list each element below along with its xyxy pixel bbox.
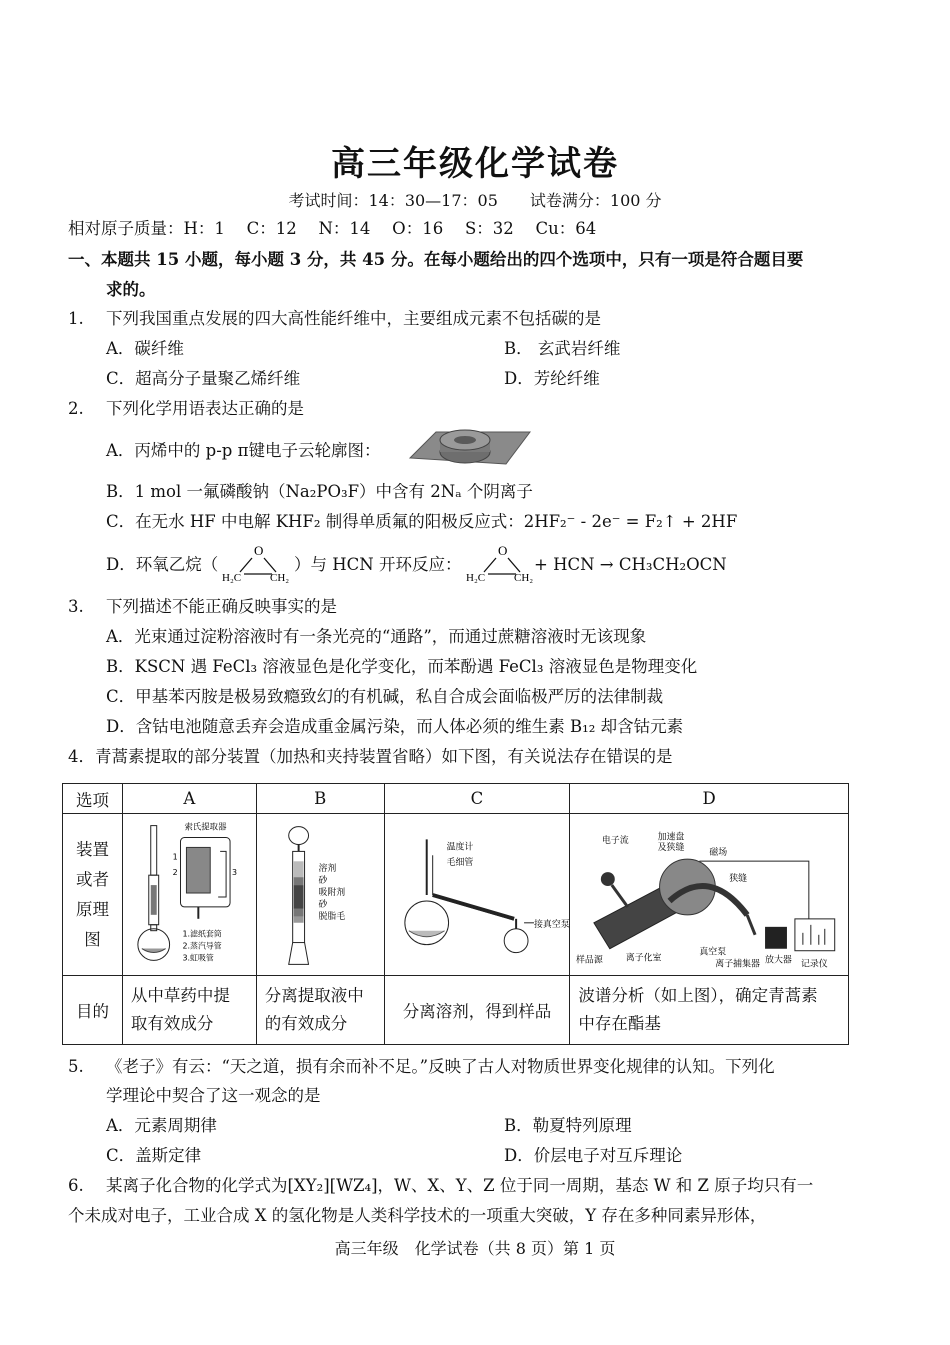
epoxide-o-label: O	[498, 543, 508, 558]
epoxide-structure-1	[222, 543, 294, 583]
q1-option-d: D．芳纶纤维	[504, 369, 600, 388]
q2-option-a: A．丙烯中的 p-p π键电子云轮廓图：	[106, 441, 381, 460]
fig-label: 接真空泵	[533, 919, 570, 930]
mass-spectrometer-figure	[570, 815, 848, 975]
purpose-line: 从中草药中提	[130, 986, 230, 1005]
purpose-line: 中存在酯基	[578, 1014, 661, 1033]
fig-label: 砂	[318, 899, 328, 910]
q4-header-d: D	[570, 784, 849, 814]
q3-option-c: C．甲基苯丙胺是极易致瘾致幻的有机碱，私自合成会面临极严厉的法律制裁	[106, 687, 664, 706]
fig-label: 1.滤纸套筒	[182, 929, 222, 939]
q5-option-a: A．元素周期律	[106, 1116, 217, 1135]
page-title: 高三年级化学试卷	[331, 144, 619, 184]
label-line: 装置	[75, 839, 109, 859]
q1-stem: 下列我国重点发展的四大高性能纤维中，主要组成元素不包括碳的是	[106, 309, 601, 328]
epoxide-right-label: CH₂	[514, 572, 534, 583]
epoxide-structure-2	[466, 543, 538, 583]
q4-purpose-a	[122, 976, 256, 1045]
q4-header-b: B	[256, 784, 384, 814]
q4-figure-d	[570, 814, 849, 976]
fig-label: 样品源	[576, 955, 604, 966]
q4-purpose-label: 目的	[63, 976, 123, 1045]
q4-figure-row	[63, 814, 849, 976]
q5-line1: 《老子》有云：“天之道，损有余而补不足。”反映了古人对物质世界变化规律的认知。下列化	[106, 1057, 775, 1076]
q2-stem: 下列化学用语表达正确的是	[106, 399, 304, 418]
q4-figure-c	[384, 814, 570, 976]
fig-label: 离子化室	[626, 953, 662, 964]
q4-header-option: 选项	[63, 784, 123, 814]
q4-header-row	[63, 784, 849, 814]
q3-stem: 下列描述不能正确反映事实的是	[106, 597, 337, 616]
q5-line2: 学理论中契合了这一观念的是	[106, 1086, 321, 1105]
fig-label: 3	[231, 867, 238, 877]
fig-label: 3.虹吸管	[182, 952, 214, 962]
fig-label: 磁场	[709, 847, 728, 858]
q4-table	[62, 783, 849, 1045]
page-footer: 高三年级 化学试卷（共 8 页）第 1 页	[334, 1239, 616, 1258]
fig-label: 狭缝	[729, 873, 748, 884]
q3-number: 3.	[68, 597, 84, 616]
soxhlet-extractor-figure	[123, 815, 256, 975]
purpose-line: 波谱分析（如上图），确定青蒿素	[578, 986, 818, 1005]
q6-line1: 某离子化合物的化学式为[XY₂][WZ₄]，W、X、Y、Z 位于同一周期，基态 W 和 Z 原子均只有一	[106, 1176, 814, 1195]
vacuum-distillation-figure	[385, 815, 570, 975]
fig-label: 离子捕集器	[715, 959, 761, 970]
purpose-line: 分离提取液中	[264, 986, 364, 1005]
q4-header-a: A	[122, 784, 256, 814]
fig-label: 真空泵	[699, 947, 727, 958]
q1-number: 1.	[68, 309, 84, 328]
pi-bond-cloud-figure	[396, 426, 532, 470]
label-line: 或者	[75, 869, 109, 889]
label-line: 图	[84, 929, 101, 949]
epoxide-o-label: O	[254, 543, 264, 558]
fig-label: 加速盘	[657, 831, 685, 842]
q4-header-c: C	[384, 784, 570, 814]
q4-purpose-c: 分离溶剂，得到样品	[384, 976, 570, 1045]
section1-line2: 求的。	[106, 280, 156, 299]
q4-figure-label	[63, 814, 123, 976]
q5-option-b: B．勒夏特列原理	[504, 1116, 632, 1135]
fig-label: 温度计	[446, 841, 473, 852]
label-line: 原理	[75, 899, 109, 919]
q2-option-d-prefix: D．环氧乙烷（	[106, 555, 219, 574]
q3-option-d: D．含钴电池随意丢弃会造成重金属污染，而人体必须的维生素 B₁₂ 却含钴元素	[106, 717, 684, 736]
fig-label: 砂	[318, 875, 328, 886]
q5-option-d: D．价层电子对互斥理论	[504, 1146, 683, 1165]
q2-option-b: B．1 mol 一氟磷酸钠（Na₂PO₃F）中含有 2Nₐ 个阴离子	[106, 482, 533, 501]
section1-line1: 一、本题共 15 小题，每小题 3 分，共 45 分。在每小题给出的四个选项中，只有一项是符合题目要	[68, 250, 804, 269]
column-chromatography-figure	[257, 815, 384, 975]
q4-purpose-b	[256, 976, 384, 1045]
fig-label: 放大器	[765, 955, 793, 966]
q3-option-b: B．KSCN 遇 FeCl₃ 溶液显色是化学变化，而苯酚遇 FeCl₃ 溶液显色是物理变化	[106, 657, 698, 676]
q4-stem: 4．青蒿素提取的部分装置（加热和夹持装置省略）如下图，有关说法存在错误的是	[68, 747, 673, 766]
fig-label: 电子流	[602, 835, 630, 846]
purpose-line: 的有效成分	[264, 1014, 348, 1033]
fig-label: 记录仪	[801, 959, 829, 970]
q5-number: 5.	[68, 1057, 84, 1076]
atomic-masses: 相对原子质量：H：1 C：12 N：14 O：16 S：32 Cu：64	[68, 219, 597, 238]
q1-option-b: B． 玄武岩纤维	[504, 339, 621, 358]
q4-purpose-d	[570, 976, 849, 1045]
q2-option-c: C．在无水 HF 中电解 KHF₂ 制得单质氟的阳极反应式：2HF₂⁻ - 2e⁻ = F₂↑ + 2HF	[106, 512, 738, 531]
fig-label: 1	[172, 851, 178, 861]
fig-label: 吸附剂	[318, 887, 345, 898]
q2-option-d-suffix: + HCN → CH₃CH₂OCN	[534, 555, 727, 574]
purpose-line: 取有效成分	[130, 1014, 214, 1033]
exam-info: 考试时间：14：30—17：05 试卷满分：100 分	[288, 191, 662, 210]
fig-label: 溶剂	[318, 863, 337, 874]
q6-line2: 个未成对电子，工业合成 X 的氢化物是人类科学技术的一项重大突破，Y 存在多种同素异形体，	[68, 1206, 767, 1225]
fig-label: 2	[172, 867, 178, 877]
epoxide-left-label: H₂C	[222, 572, 242, 583]
q3-option-a: A．光束通过淀粉溶液时有一条光亮的“通路”，而通过蔗糖溶液时无该现象	[106, 627, 647, 646]
epoxide-right-label: CH₂	[270, 572, 290, 583]
epoxide-left-label: H₂C	[466, 572, 486, 583]
fig-label: 脱脂毛	[318, 911, 345, 922]
fig-label: 及狭缝	[657, 842, 685, 853]
fig-label: 2.蒸汽导管	[182, 941, 222, 951]
fig-label: 毛细管	[446, 857, 473, 868]
q1-option-a: A．碳纤维	[106, 339, 184, 358]
q5-option-c: C．盖斯定律	[106, 1146, 202, 1165]
q1-option-c: C．超高分子量聚乙烯纤维	[106, 369, 301, 388]
q4-figure-b	[256, 814, 384, 976]
q6-number: 6.	[68, 1176, 84, 1195]
q4-purpose-row	[63, 976, 849, 1045]
q2-number: 2.	[68, 399, 84, 418]
q2-option-d-middle: ）与 HCN 开环反应：	[294, 555, 462, 574]
fig-label: 索氏提取器	[184, 821, 227, 832]
q4-figure-a	[122, 814, 256, 976]
